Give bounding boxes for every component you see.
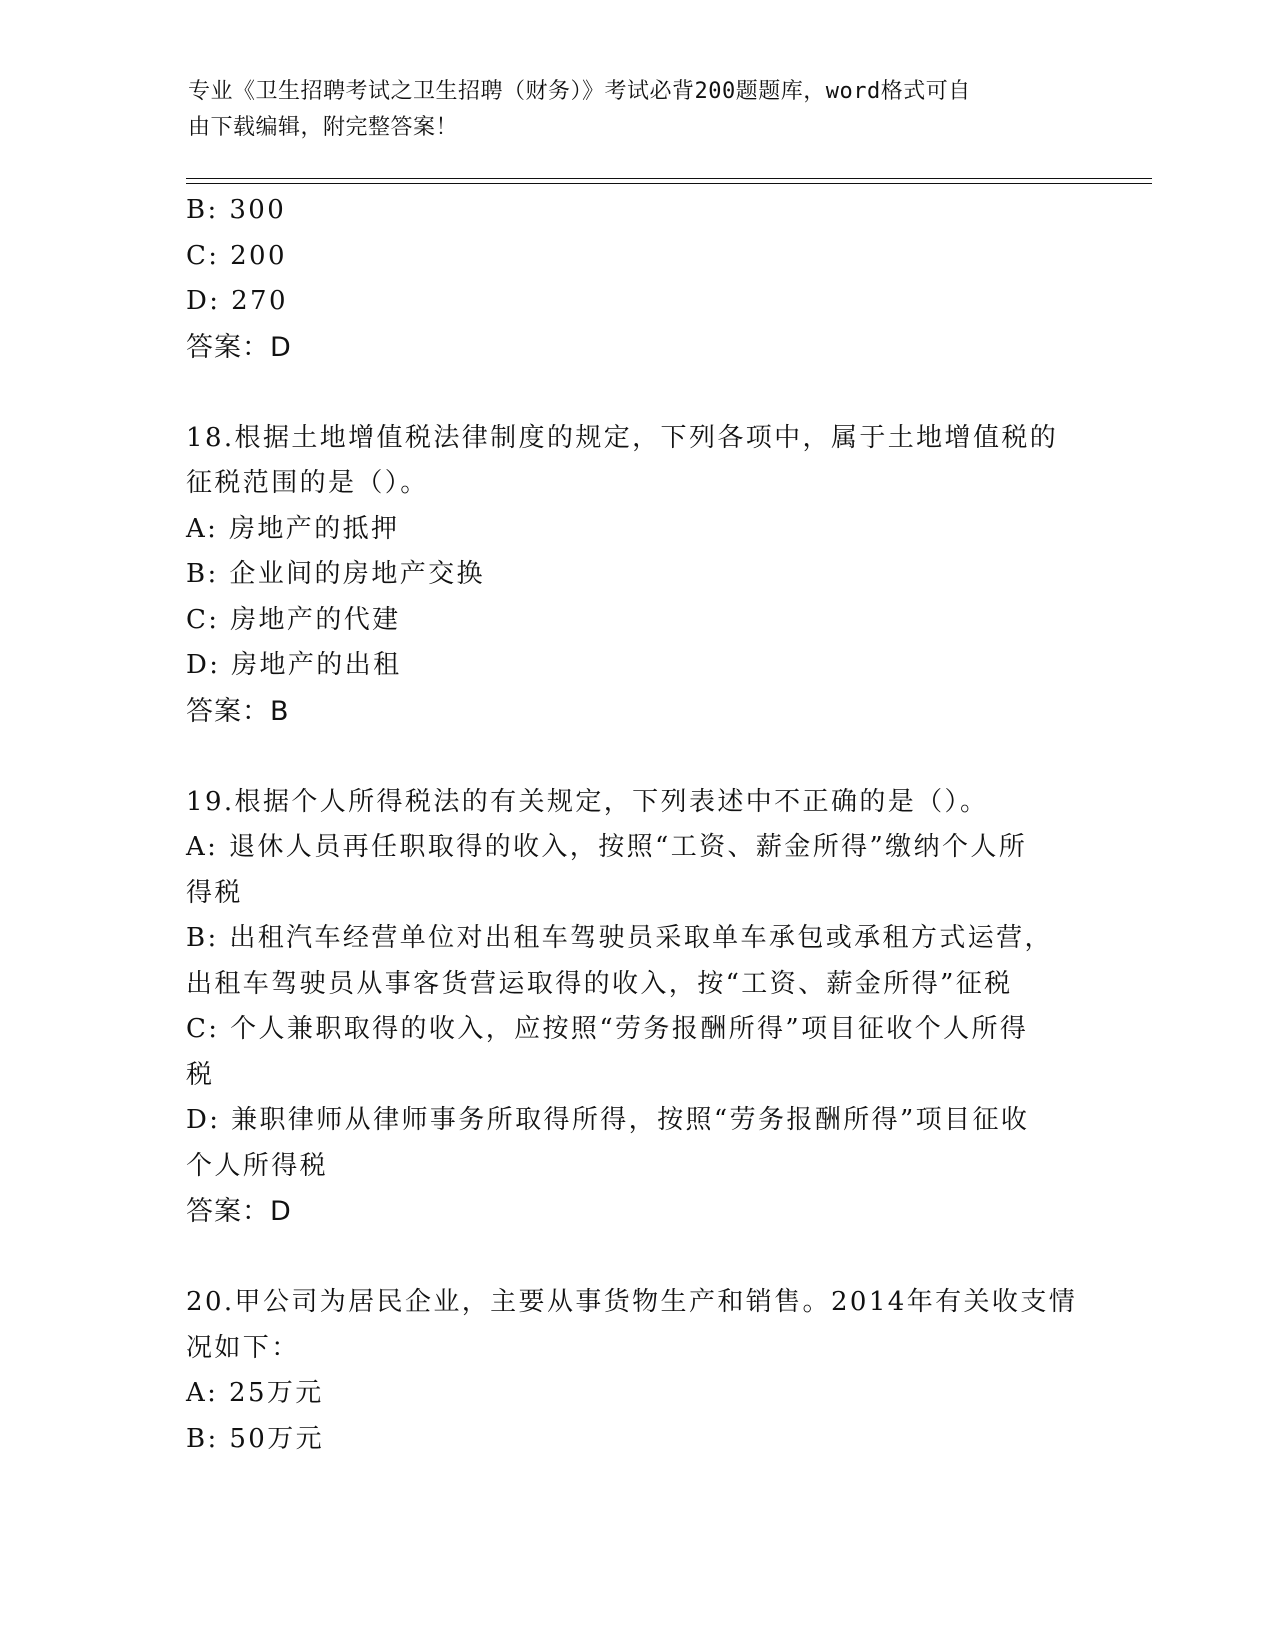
question-stem-line: 18.根据土地增值税法律制度的规定，下列各项中，属于土地增值税的 bbox=[186, 422, 1059, 453]
header-line-2: 由下载编辑，附完整答案！ bbox=[188, 115, 459, 140]
option-d: D: 270 bbox=[186, 286, 288, 316]
document-header bbox=[188, 74, 1068, 146]
header-line-1: 专业《卫生招聘考试之卫生招聘（财务）》考试必背200题题库，word格式可自 bbox=[188, 79, 971, 104]
question-19 bbox=[186, 780, 1086, 1235]
question-18 bbox=[186, 416, 1086, 735]
option-d-continued: 个人所得税 bbox=[186, 1150, 329, 1181]
question-stem-line: 20.甲公司为居民企业，主要从事货物生产和销售。2014年有关收支情 bbox=[186, 1287, 1078, 1317]
option-a: A: 退休人员再任职取得的收入，按照“工资、薪金所得”缴纳个人所 bbox=[186, 832, 1028, 862]
answer-line: 答案：B bbox=[186, 695, 290, 727]
question-stem-line: 征税范围的是（）。 bbox=[186, 468, 429, 498]
option-d: D: 房地产的出租 bbox=[186, 650, 402, 680]
question-20 bbox=[186, 1280, 1086, 1462]
option-a: A: 25万元 bbox=[186, 1378, 324, 1408]
option-a-continued: 得税 bbox=[186, 877, 243, 908]
header-divider bbox=[186, 178, 1152, 184]
document-body bbox=[186, 188, 1086, 1462]
option-b: B: 企业间的房地产交换 bbox=[186, 559, 485, 589]
option-b: B: 300 bbox=[186, 195, 287, 225]
option-b: B: 出租汽车经营单位对出租车驾驶员采取单车承包或承租方式运营， bbox=[186, 923, 1053, 953]
question-stem-line: 19.根据个人所得税法的有关规定，下列表述中不正确的是（）。 bbox=[186, 786, 989, 817]
option-c-continued: 税 bbox=[186, 1059, 215, 1090]
answer-line: 答案：D bbox=[186, 1196, 292, 1227]
option-d: D: 兼职律师从律师事务所取得所得，按照“劳务报酬所得”项目征收 bbox=[186, 1105, 1030, 1135]
answer-line: 答案：D bbox=[186, 331, 292, 363]
spacer bbox=[186, 734, 1086, 780]
option-a: A: 房地产的抵押 bbox=[186, 513, 400, 544]
option-b-continued: 出租车驾驶员从事客货营运取得的收入，按“工资、薪金所得”征税 bbox=[186, 968, 1013, 999]
option-c: C: 房地产的代建 bbox=[186, 604, 401, 635]
spacer bbox=[186, 1235, 1086, 1281]
option-b: B: 50万元 bbox=[186, 1423, 325, 1454]
option-c: C: 200 bbox=[186, 240, 287, 271]
question-17-continued bbox=[186, 188, 1086, 370]
question-stem-line: 况如下： bbox=[186, 1332, 300, 1363]
option-c: C: 个人兼职取得的收入，应按照“劳务报酬所得”项目征收个人所得 bbox=[186, 1014, 1029, 1044]
spacer bbox=[186, 370, 1086, 416]
